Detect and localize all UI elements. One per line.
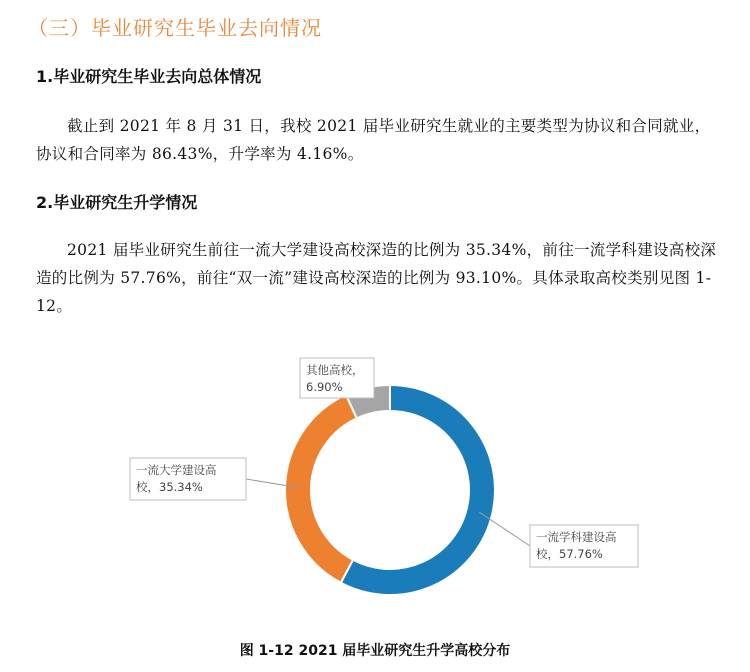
callout-first-class-university	[130, 458, 298, 500]
callout-label-line: 校，35.34%	[136, 480, 203, 494]
subheading-further-study: 2.毕业研究生升学情况	[36, 193, 198, 212]
callout-label-line: 一流学科建设高	[536, 530, 617, 544]
callout-label-line: 校，57.76%	[536, 547, 603, 561]
section-title: （三）毕业研究生毕业去向情况	[28, 16, 322, 40]
slice-first-class-university	[285, 395, 357, 583]
callout-label-line: 6.90%	[306, 380, 343, 394]
paragraph-further-study: 2021 届毕业研究生前往一流大学建设高校深造的比例为 35.34%，前往一流学科建设高校深造的比例为 57.76%，前往“双一流”建设高校深造的比例为 93.10%。具体录取高校类别见图 1-12。	[36, 241, 717, 315]
donut-chart	[0, 350, 750, 635]
subheading-overall: 1.毕业研究生毕业去向总体情况	[36, 67, 262, 86]
paragraph-overall: 截止到 2021 年 8 月 31 日，我校 2021 届毕业研究生就业的主要类型为协议和合同就业，协议和合同率为 86.43%，升学率为 4.16%。	[36, 117, 711, 163]
slice-first-class-discipline	[341, 385, 495, 595]
callout-label-line: 一流大学建设高	[136, 463, 217, 477]
callout-label-line: 其他高校，	[306, 363, 364, 377]
figure-caption: 图 1-12 2021 届毕业研究生升学高校分布	[239, 643, 511, 659]
callout-other	[300, 358, 374, 400]
callout-first-class-discipline	[479, 512, 638, 567]
